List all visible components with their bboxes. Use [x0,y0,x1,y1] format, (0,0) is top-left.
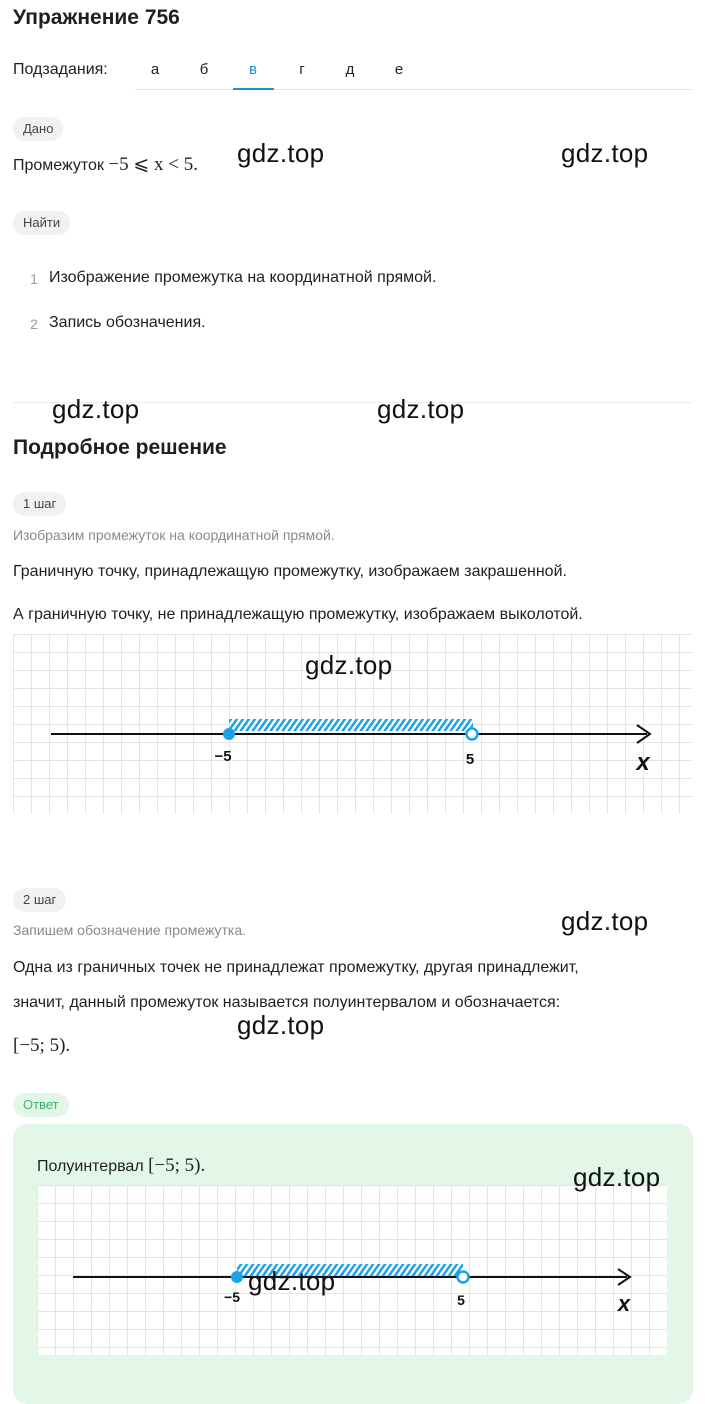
watermark: gdz.top [237,138,325,168]
answer-number-line-svg [37,1185,667,1355]
tab-d[interactable]: д [345,61,355,78]
watermark: gdz.top [377,394,465,424]
watermark: gdz.top [305,650,393,680]
step1-line1: Граничную точку, принадлежащую промежутку, изображаем закрашенной. [13,563,567,580]
interval-hatch [229,719,473,731]
step2-line2: значит, данный промежуток называется полуинтервалом и обозначается: [13,994,561,1011]
step2-math: [−5; 5). [13,1035,71,1056]
filled-point-icon [231,1271,243,1283]
given-text: Промежуток [13,157,104,174]
watermark: gdz.top [573,1162,661,1192]
answer-statement [37,1155,205,1177]
given-math: −5 ⩽ x < 5. [108,154,199,175]
given-statement [13,153,198,176]
tab-b[interactable]: б [199,61,209,78]
step1-hint: Изобразим промежуток на координатной прямой. [13,527,335,543]
find-item-number: 1 [30,271,38,287]
answer-badge: Ответ [13,1093,69,1117]
active-tab-indicator [233,88,274,90]
open-point-icon [458,1272,469,1283]
tick-label-left: −5 [224,1289,240,1305]
step2-hint: Запишем обозначение промежутка. [13,922,246,938]
watermark: gdz.top [237,1010,325,1040]
watermark: gdz.top [52,394,140,424]
tab-e[interactable]: е [394,61,404,78]
tabs-divider [135,89,692,90]
watermark: gdz.top [561,138,649,168]
axis-label: x [617,1291,631,1316]
answer-number-line-graph [37,1185,667,1355]
find-item: Запись обозначения. [49,314,206,331]
step2-line1: Одна из граничных точек не принадлежат промежутку, другая принадлежит, [13,959,579,976]
tab-a[interactable]: а [150,61,160,78]
tick-label-right: 5 [457,1292,465,1308]
step1-line2: А граничную точку, не принадлежащую промежутку, изображаем выколотой. [13,606,583,623]
tick-label-left: −5 [214,748,232,765]
solution-title: Подробное решение [13,436,227,459]
open-point-icon [467,729,478,740]
watermark: gdz.top [248,1266,336,1296]
step2-badge: 2 шаг [13,888,66,912]
tab-v[interactable]: в [249,61,257,78]
answer-text: Полуинтервал [37,1158,144,1175]
find-item: Изображение промежутка на координатной прямой. [49,269,437,286]
tab-g[interactable]: г [299,61,305,78]
answer-math: [−5; 5). [148,1155,206,1176]
find-item-number: 2 [30,316,38,332]
page-title: Упражнение 756 [13,6,180,29]
tick-label-right: 5 [465,751,475,768]
watermark: gdz.top [561,906,649,936]
find-badge: Найти [13,211,70,235]
given-badge: Дано [13,117,63,141]
subtasks-label: Подзадания: [13,61,108,78]
step1-badge: 1 шаг [13,492,66,516]
filled-point-icon [223,728,235,740]
axis-label: x [636,749,650,776]
